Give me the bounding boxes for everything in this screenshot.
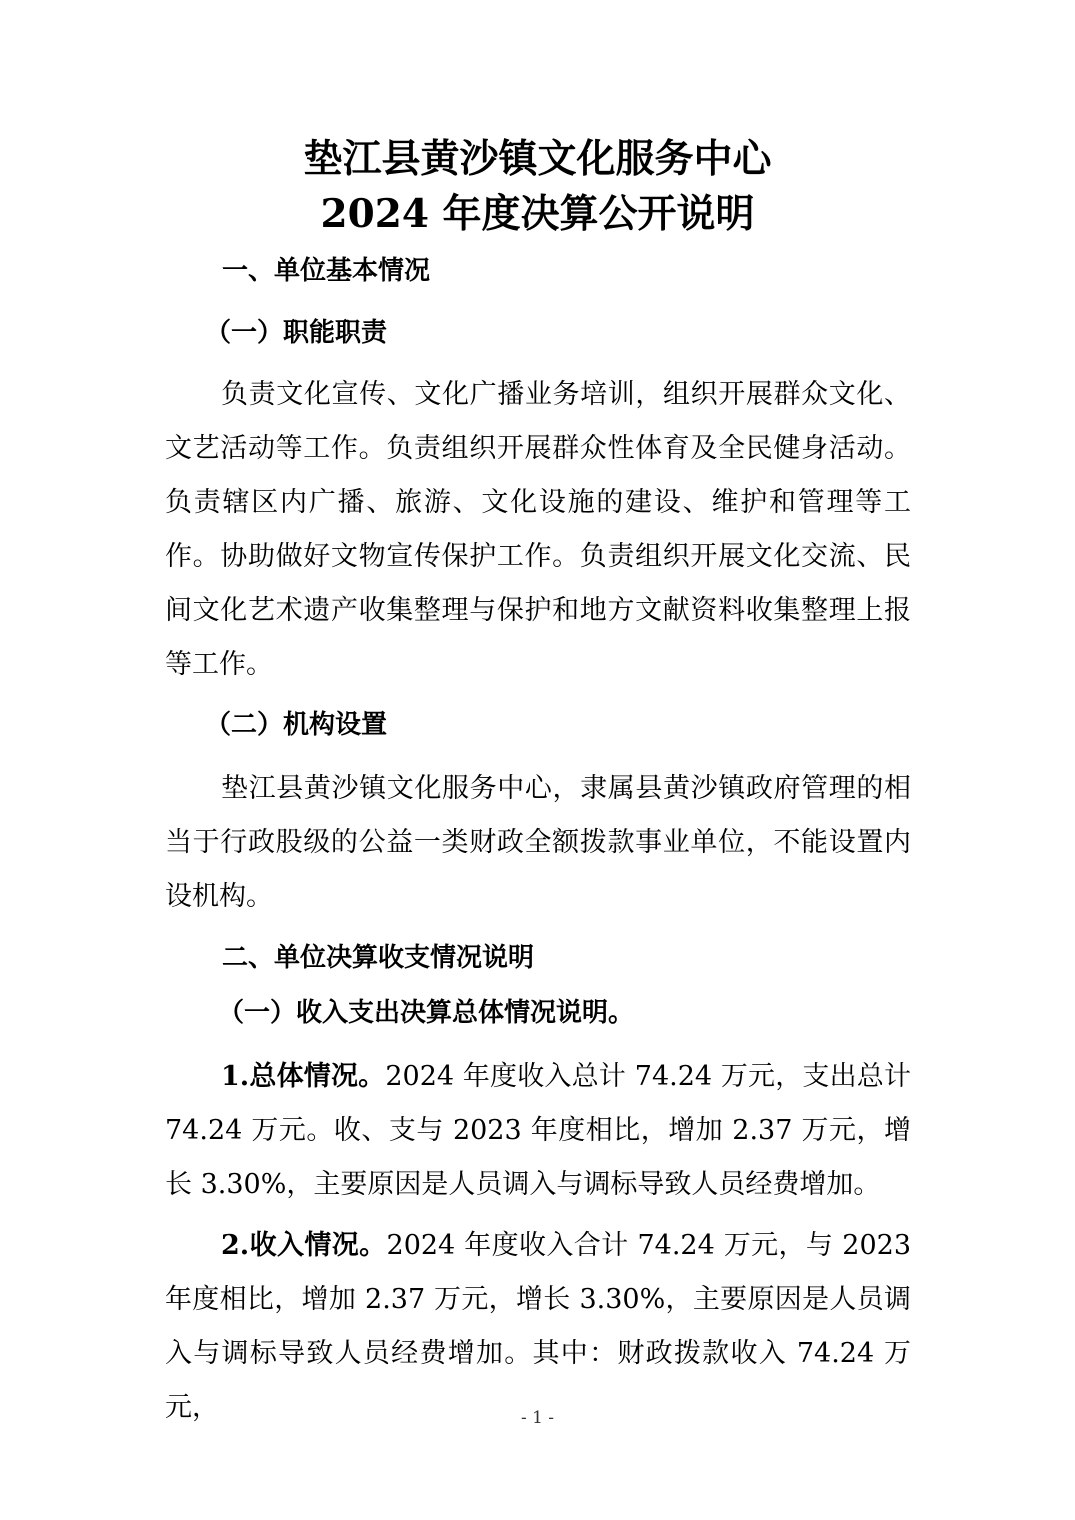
page-number: - 1 - [520,1408,555,1428]
paragraph-organization: 垫江县黄沙镇文化服务中心，隶属县黄沙镇政府管理的相当于行政股级的公益一类财政全额拨款事业单位，不能设置内设机构。 [165,773,911,912]
item-label-overall: 1.总体情况。 [221,1061,386,1092]
document-title: 垫江县黄沙镇文化服务中心 [303,136,772,182]
item-text-income: 2024 年度收入合计 74.24 万元，与 2023 年度相比，增加 2.37 万元，增长 3.30%，主要原因是人员调入与调标导致人员经费增加。其中：财政拨款收入 74.24 万元， [165,1230,911,1423]
paragraph-income [165,1219,911,1435]
paragraph-functions: 负责文化宣传、文化广播业务培训，组织开展群众文化、文艺活动等工作。负责组织开展群众性体育及全民健身活动。负责辖区内广播、旅游、文化设施的建设、维护和管理等工作。协助做好文物宣传保护工作。负责组织开展文化交流、民间文化艺术遗产收集整理与保护和地方文献资料收集整理上报等工作。 [165,379,911,680]
section-heading-2: 二、单位决算收支情况说明 [222,943,535,973]
item-label-income: 2.收入情况。 [221,1230,387,1261]
subsection-heading-3: （一）收入支出决算总体情况说明。 [218,998,635,1028]
subsection-heading-1: （一）职能职责 [205,318,388,348]
paragraph-overall [165,1050,911,1212]
document-subtitle: 2024 年度决算公开说明 [320,191,755,237]
section-heading-1: 一、单位基本情况 [222,256,431,286]
item-text-overall: 2024 年度收入总计 74.24 万元，支出总计 74.24 万元。收、支与 2023 年度相比，增加 2.37 万元，增长 3.30%，主要原因是人员调入与调标导致人员经费增加。 [165,1061,911,1200]
subsection-heading-2: （二）机构设置 [205,710,388,740]
